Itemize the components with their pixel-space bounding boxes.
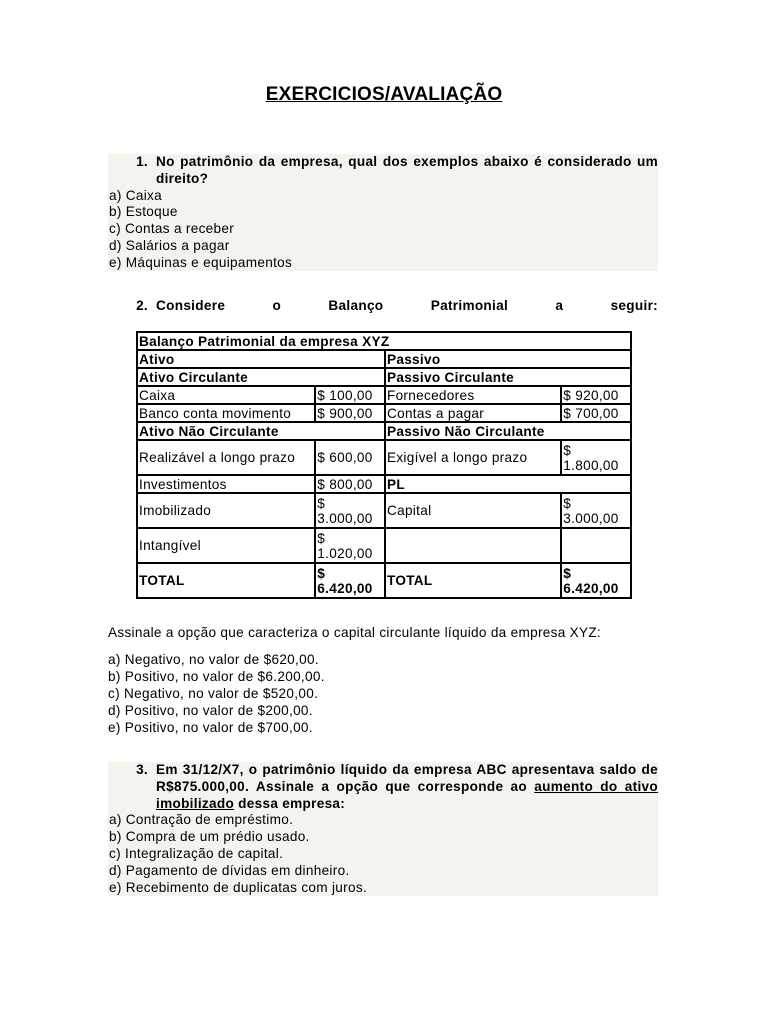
option-e: e) Positivo, no valor de $700,00. — [108, 720, 313, 735]
option-c: c) Negativo, no valor de $520,00. — [108, 686, 319, 701]
word: Considere — [156, 298, 226, 313]
option-b: b) Estoque — [109, 204, 178, 220]
question-number: 3. — [136, 762, 148, 777]
ativo-header: Ativo — [137, 350, 385, 368]
table-title: Balanço Patrimonial da empresa XYZ — [137, 332, 631, 350]
question-2-text — [156, 298, 658, 315]
amount: 6.420,00 — [563, 580, 619, 596]
table-cell: Exigível a longo prazo — [385, 440, 561, 475]
table-cell: $ 700,00 — [561, 404, 631, 422]
table-cell: Banco conta movimento — [137, 404, 315, 422]
question-1 — [108, 154, 658, 271]
option-c: c) Integralização de capital. — [109, 845, 284, 861]
table-cell — [315, 493, 385, 528]
amount: 1.800,00 — [563, 457, 619, 473]
amount: 3.000,00 — [563, 510, 619, 526]
pl-header: PL — [385, 475, 631, 493]
total-value — [561, 563, 631, 598]
question-3-text — [156, 762, 658, 812]
empty-cell — [561, 528, 631, 563]
table-cell — [561, 440, 631, 475]
option-e: e) Recebimento de duplicatas com juros. — [109, 879, 368, 895]
table-cell: $ 600,00 — [315, 440, 385, 475]
word: Balanço — [328, 298, 384, 313]
amount: 3.000,00 — [317, 510, 373, 526]
question-3 — [108, 762, 658, 896]
table-cell — [315, 528, 385, 563]
text-segment: Em 31/12/X7, o patrimônio líquido da empresa ABC apresentava saldo de R$875.000,00. Assinale a opção que corresponde ao — [156, 762, 658, 794]
total-value — [315, 563, 385, 598]
table-cell: Fornecedores — [385, 386, 561, 404]
option-a: a) Contração de empréstimo. — [109, 812, 294, 828]
table-cell: Imobilizado — [137, 493, 315, 528]
amount: 1.020,00 — [317, 545, 373, 561]
word: o — [272, 298, 282, 313]
table-cell — [561, 493, 631, 528]
passivo-nao-circulante-header: Passivo Não Circulante — [385, 422, 631, 440]
question-1-text: No patrimônio da empresa, qual dos exemplos abaixo é considerado um direito? — [156, 154, 658, 186]
table-cell: $ 100,00 — [315, 386, 385, 404]
option-a: a) Negativo, no valor de $620,00. — [108, 652, 319, 667]
passivo-circulante-header: Passivo Circulante — [385, 368, 631, 386]
ativo-circulante-header: Ativo Circulante — [137, 368, 385, 386]
currency-symbol: $ — [563, 565, 572, 581]
table-cell: Caixa — [137, 386, 315, 404]
option-b: b) Positivo, no valor de $6.200,00. — [108, 669, 325, 684]
table-cell: $ 920,00 — [561, 386, 631, 404]
option-a: a) Caixa — [109, 187, 163, 203]
text-segment: dessa empresa: — [234, 795, 346, 811]
table-cell: Intangível — [137, 528, 315, 563]
currency-symbol: $ — [317, 565, 326, 581]
option-b: b) Compra de um prédio usado. — [109, 829, 310, 845]
option-c: c) Contas a receber — [109, 221, 235, 237]
question-1-header — [108, 154, 658, 188]
table-cell: Contas a pagar — [385, 404, 561, 422]
underlined-text: aumento do ativo imobilizado — [156, 778, 658, 811]
amount: 6.420,00 — [317, 580, 373, 596]
ativo-nao-circulante-header: Ativo Não Circulante — [137, 422, 385, 440]
question-3-header — [108, 762, 658, 812]
table-cell: Realizável a longo prazo — [137, 440, 315, 475]
currency-symbol: $ — [563, 495, 572, 511]
option-d: d) Salários a pagar — [109, 237, 230, 253]
currency-symbol: $ — [563, 442, 572, 458]
question-2-prompt: Assinale a opção que caracteriza o capital circulante líquido da empresa XYZ: — [108, 625, 602, 640]
table-cell: Capital — [385, 493, 561, 528]
total-label: TOTAL — [385, 563, 561, 598]
page-title: EXERCICIOS/AVALIAÇÃO — [265, 84, 503, 105]
option-d: d) Pagamento de dívidas em dinheiro. — [109, 862, 350, 878]
empty-cell — [385, 528, 561, 563]
question-2-header — [108, 298, 658, 315]
currency-symbol: $ — [317, 530, 326, 546]
total-label: TOTAL — [137, 563, 315, 598]
option-e: e) Máquinas e equipamentos — [109, 254, 293, 270]
word: Patrimonial — [430, 298, 509, 313]
currency-symbol: $ — [317, 495, 326, 511]
passivo-header: Passivo — [385, 350, 631, 368]
balance-sheet-table — [136, 331, 632, 599]
table-cell: Investimentos — [137, 475, 315, 493]
question-number: 1. — [136, 154, 148, 169]
option-d: d) Positivo, no valor de $200,00. — [108, 703, 313, 718]
question-number: 2. — [136, 298, 148, 313]
question-2-options — [108, 651, 668, 736]
word: seguir: — [610, 298, 658, 313]
table-cell: $ 900,00 — [315, 404, 385, 422]
table-cell: $ 800,00 — [315, 475, 385, 493]
word: a — [555, 298, 564, 313]
